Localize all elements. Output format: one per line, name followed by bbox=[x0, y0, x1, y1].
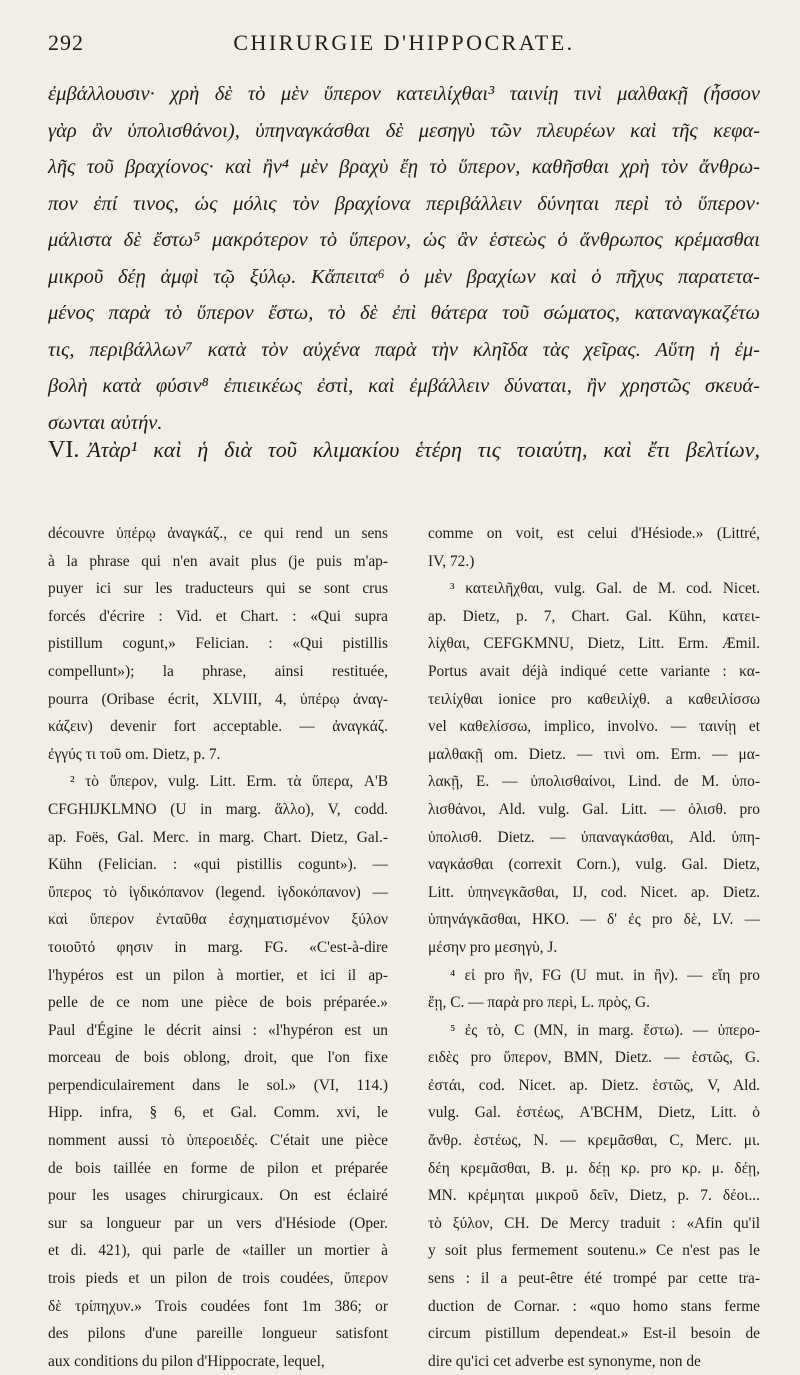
note-line: dire qu'ici cet adverbe est synonyme, non de bbox=[428, 1352, 701, 1370]
note-line: aux conditions du pilon d'Hippocrate, lequel, bbox=[48, 1352, 325, 1370]
note-line: forcés d'écrire : Vid. et Chart. : «Qui supra bbox=[48, 607, 388, 625]
note-line: ap. Foës, Gal. Merc. in marg. Chart. Dietz, Gal.- bbox=[48, 828, 388, 846]
greek-text-line: λῆς τοῦ βραχίονος· καὶ ἢν⁴ μὲν βραχὺ ἔῃ τὸ ὕπερον, καθῆσθαι χρὴ τὸν ἄνθρω- bbox=[48, 156, 760, 178]
greek-text-line: σωνται αὐτήν. bbox=[48, 411, 163, 434]
note-line: MN. κρέμηται μικροῦ δεῖν, Dietz, p. 7. δέοι... bbox=[428, 1187, 760, 1205]
note-line: τειλίχθαι ionice pro καθειλίχθ. a καθειλίσσω bbox=[428, 690, 760, 708]
note-line: καὶ ὕπερον ἐνταῦθα ἐσχηματισμένον ξύλον bbox=[48, 911, 388, 929]
note-line: Hipp. infra, § 6, et Gal. Comm. xvi, le bbox=[48, 1104, 388, 1122]
note-line: des pilons d'une pareille longueur satisfont bbox=[48, 1325, 388, 1343]
note-line: duction de Cornar. : «quo homo stans ferme bbox=[428, 1297, 760, 1315]
greek-text-line: γὰρ ἂν ὑπολισθάνοι), ὑπηναγκάσθαι δὲ μεσηγὺ τῶν πλευρέων καὶ τῆς κεφα- bbox=[48, 119, 760, 142]
note-line: ἐστάι, cod. Nicet. ap. Dietz. ἑστῶς, V, Ald. bbox=[428, 1076, 760, 1094]
note-line: ἐγγύς τι τοῦ om. Dietz, p. 7. bbox=[48, 745, 221, 763]
note-line: ὑπηνάγκᾶσθαι, HKO. — δ' ἐς pro δὲ, LV. — bbox=[428, 911, 760, 929]
note-line: pourra (Oribase écrit, XLVIII, 4, ὑπέρῳ ἀναγ- bbox=[48, 690, 388, 708]
note-line: δέη κρεμᾶσθαι, B. μ. δέῃ κρ. pro κρ. μ. δέῃ, bbox=[428, 1159, 760, 1177]
note-line: compellunt»); la phrase, ainsi restituée, bbox=[48, 662, 388, 680]
section-text: Ἀτὰρ¹ καὶ ἡ διὰ τοῦ κλιμακίου ἑτέρη τις τοιαύτη, καὶ ἔτι βελτίων, bbox=[87, 437, 760, 462]
note-line: μέσην pro μεσηγὺ, J. bbox=[428, 938, 558, 956]
note-line: ἔῃ, C. — παρὰ pro περὶ, L. πρὸς, G. bbox=[428, 994, 650, 1012]
note-line: Kühn (Felician. : «qui pistillis cogunt»). — bbox=[48, 856, 388, 874]
note-line: l'hypéros est un pilon à mortier, et ici il ap- bbox=[48, 966, 388, 984]
note-line: CFGHIJKLMNO (U in marg. ἄλλο), V, codd. bbox=[48, 800, 388, 818]
note-line: IV, 72.) bbox=[428, 552, 475, 570]
note-line: δὲ τρίπηχυν.» Trois coudées font 1m 386; or bbox=[48, 1297, 388, 1315]
greek-text-line: μένος παρὰ τὸ ὕπερον ἔστω, τὸ δὲ ἐπὶ θάτερα τοῦ σώματος, καταναγκαζέτω bbox=[48, 302, 760, 324]
section-number: VI. bbox=[48, 437, 80, 463]
greek-text-line: μάλιστα δὲ ἔστω⁵ μακρότερον τὸ ὕπερον, ὡς ἂν ἑστεὼς ὁ ἄνθρωπος κρέμασθαι bbox=[48, 229, 760, 251]
greek-text-block bbox=[48, 76, 760, 441]
note-line: vulg. Gal. ἑστέως, A'BCHM, Dietz, Litt. ὁ bbox=[428, 1104, 760, 1122]
running-title: CHIRURGIE D'HIPPOCRATE. bbox=[233, 30, 575, 55]
note-line: ⁵ ἐς τὸ, C (MN, in marg. ἔστω). — ὑπερο- bbox=[450, 1021, 760, 1039]
note-line: découvre ὑπέρῳ ἀναγκάζ., ce qui rend un sens bbox=[48, 525, 388, 542]
note-line: ειδὲς pro ὕπερον, BMN, Dietz. — ἑστῶς, G. bbox=[428, 1049, 760, 1067]
note-line: ³ κατειλῆχθαι, vulg. Gal. de M. cod. Nicet. bbox=[450, 580, 760, 598]
note-line: sur sa longueur par un vers d'Hésiode (Oper. bbox=[48, 1214, 388, 1232]
greek-text-line: βολὴ κατὰ φύσιν⁸ ἐπιεικέως ἐστὶ, καὶ ἐμβάλλειν δύναται, ἢν χρηστῶς σκευά- bbox=[48, 375, 760, 397]
note-line: κάζειν) devenir fort acceptable. — ἀναγκάζ. bbox=[48, 718, 388, 736]
greek-text-line: ἐμβάλλουσιν· χρὴ δὲ τὸ μὲν ὕπερον κατειλίχθαι³ ταινίῃ τινὶ μαλθακῇ (ἧσσον bbox=[48, 83, 760, 105]
note-line: puyer ici sur les traducteurs qui se sont crus bbox=[48, 580, 388, 598]
note-line: Litt. ὑπηνεγκᾶσθαι, IJ, cod. Nicet. ap. Dietz. bbox=[428, 883, 760, 901]
note-line: λακῇ, E. — ὑπολισθαίνοι, Lind. de M. ὑπο- bbox=[428, 773, 760, 791]
note-line: Paul d'Égine le décrit ainsi : «l'hypéron est un bbox=[48, 1021, 388, 1039]
note-line: sens : il a peut-être été trompé par cette tra- bbox=[428, 1270, 760, 1288]
greek-text-line: μικροῦ δέῃ ἀμφὶ τῷ ξύλῳ. Κἄπειτα⁶ ὁ μὲν βραχίων καὶ ὁ πῆχυς παρατετα- bbox=[48, 265, 760, 288]
note-line: ὕπερος τὸ ἰγδικόπανον (legend. ἰγδοκόπανον) — bbox=[48, 883, 388, 901]
note-line: y soit plus fermement soutenu.» Ce n'est pas le bbox=[428, 1242, 760, 1260]
note-line: pelle de ce nom une pièce de bois préparée.» bbox=[48, 994, 388, 1012]
section-heading bbox=[48, 437, 760, 464]
note-line: morceau de bois oblong, droit, que l'on fixe bbox=[48, 1049, 388, 1067]
note-line: comme on voit, est celui d'Hésiode.» (Littré, bbox=[428, 525, 760, 542]
greek-text-line: πον ἐπί τινος, ὡς μόλις τὸν βραχίονα περιβάλλειν δύνηται περὶ τὸ ὕπερον· bbox=[48, 192, 760, 215]
note-line: de bois taillée en forme de pilon et préparée bbox=[48, 1159, 388, 1177]
note-line: à la phrase qui n'en avait plus (je puis m'ap- bbox=[48, 552, 388, 570]
page-number: 292 bbox=[48, 30, 84, 55]
note-line: μαλθακῇ om. Dietz. — τινὶ om. Erm. — μα- bbox=[428, 745, 760, 763]
note-line: circum pistillum dependeat.» Est-il besoin de bbox=[428, 1325, 760, 1343]
notes-right-column bbox=[428, 520, 760, 1375]
note-line: λισθάνοι, Ald. vulg. Gal. Litt. — ὀλισθ. pro bbox=[428, 800, 760, 818]
greek-text-line: τις, περιβάλλων⁷ κατὰ τὸν αὐχένα παρὰ τὴν κληῖδα τὰς χεῖρας. Αὕτη ἡ ἐμ- bbox=[48, 338, 760, 361]
page-header bbox=[48, 30, 760, 64]
note-line: Portus avait déjà indiqué cette variante : κα- bbox=[428, 662, 760, 680]
note-line: nomment aussi τὸ ὑπεροειδές. C'était une pièce bbox=[48, 1132, 388, 1150]
note-line: ap. Dietz, p. 7, Chart. Gal. Kühn, κατει- bbox=[428, 607, 760, 625]
note-line: ναγκάσθαι (correxit Corn.), vulg. Gal. Dietz, bbox=[428, 856, 760, 874]
notes-left-column bbox=[48, 520, 388, 1375]
note-line: perpendiculairement dans le sol.» (VI, 114.) bbox=[48, 1076, 388, 1094]
note-line: ² τὸ ὕπερον, vulg. Litt. Erm. τὰ ὕπερα, A'B bbox=[70, 773, 388, 791]
note-line: ἄνθρ. ἑστέως, N. — κρεμᾶσθαι, C, Merc. μι. bbox=[428, 1132, 760, 1150]
note-line: et di. 421), qui parle de «tailler un mortier à bbox=[48, 1242, 388, 1260]
note-line: λίχθαι, CEFGKMNU, Dietz, Litt. Erm. Æmil. bbox=[428, 635, 760, 653]
note-line: vel καθελίσσω, implico, involvo. — ταινίῃ et bbox=[428, 718, 760, 736]
note-line: ὑπολισθ. Dietz. — ὑπαναγκάσθαι, Ald. ὑπη- bbox=[428, 828, 760, 846]
note-line: ⁴ εἰ pro ἢν, FG (U mut. in ἢν). — εἴη pro bbox=[450, 966, 760, 984]
note-line: trois pieds et un pilon de trois coudées, ὕπερον bbox=[48, 1270, 388, 1288]
note-line: τοιοῦτό φησιν in marg. FG. «C'est-à-dire bbox=[48, 938, 388, 956]
note-line: τὸ ξύλον, CH. De Mercy traduit : «Afin qu'il bbox=[428, 1214, 760, 1232]
note-line: pistillum cogunt,» Felician. : «Qui pistillis bbox=[48, 635, 388, 653]
note-line: pour les usages chirurgicaux. On est éclairé bbox=[48, 1187, 388, 1205]
